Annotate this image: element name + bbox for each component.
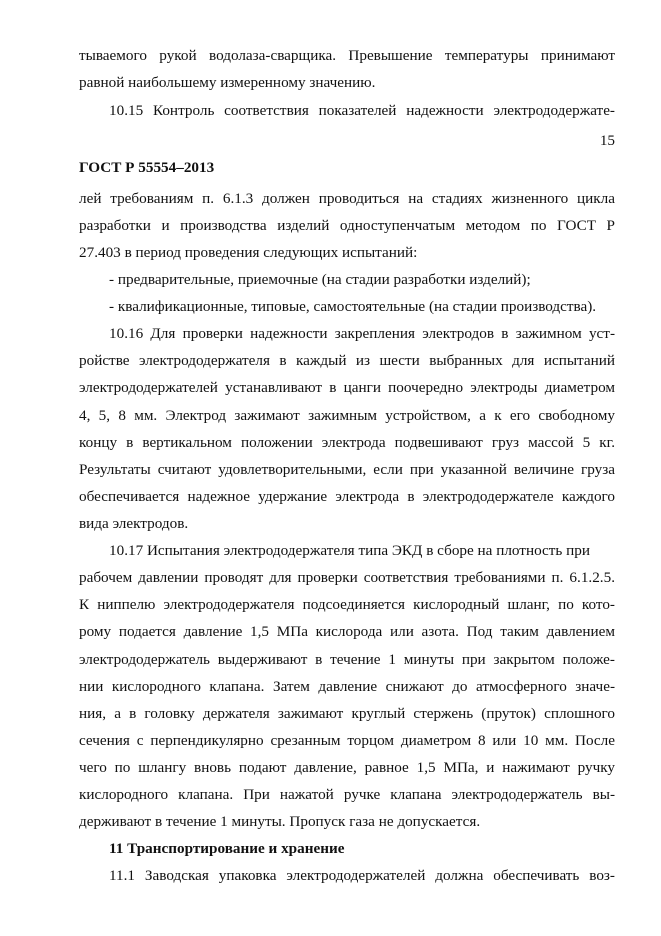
text-line: разработки и производства изделий одноступенчатым методом по ГОСТ Р [79, 217, 615, 234]
text-line: Результаты считают удовлетворительными, если при указанной величине груза [79, 461, 615, 478]
page-number: 15 [599, 132, 615, 149]
text-line: ния, а в головку держателя зажимают круглый стержень (пруток) сплошного [79, 705, 615, 722]
text-line: 11.1 Заводская упаковка электрододержателей должна обеспечивать воз- [109, 867, 615, 884]
text-line: кислородного клапана. При нажатой ручке клапана электрододержатель вы- [79, 786, 615, 803]
text-line: ройстве электрододержателя в каждый из шести выбранных для испытаний [79, 352, 615, 369]
text-line: 10.15 Контроль соответствия показателей надежности электрододержате- [109, 102, 615, 119]
list-item: - предварительные, приемочные (на стадии разработки изделий); [109, 271, 531, 288]
text-line: сечения с перпендикулярно срезанным торцом диаметром 8 или 10 мм. После [79, 732, 615, 749]
text-line: 10.17 Испытания электрододержателя типа ЭКД в сборе на плотность при [109, 542, 590, 559]
text-line: равной наибольшему измеренному значению. [79, 74, 376, 91]
text-line: 10.16 Для проверки надежности закрепления электродов в зажимном уст- [109, 325, 615, 342]
text-line: обеспечивается надежное удержание электрода в электрододержателе каждого [79, 488, 615, 505]
list-item: - квалификационные, типовые, самостоятельные (на стадии производства). [109, 298, 597, 315]
text-line: 4, 5, 8 мм. Электрод зажимают зажимным устройством, а к его свободному [79, 407, 615, 424]
text-line: тываемого рукой водолаза-сварщика. Превышение температуры принимают [79, 47, 615, 64]
text-line: рому подается давление 1,5 МПа кислорода или азота. Под таким давлением [79, 623, 615, 640]
section-heading: 11 Транспортирование и хранение [109, 840, 345, 857]
text-line: концу в вертикальном положении электрода подвешивают груз массой 5 кг. [79, 434, 615, 451]
text-line: электрододержателей устанавливают в цанги поочередно электроды диаметром [79, 379, 615, 396]
text-line: электрододержатель выдерживают в течение 1 минуты при закрытом положе- [79, 651, 615, 668]
text-line: нии кислородного клапана. Затем давление снижают до атмосферного значе- [79, 678, 615, 695]
document-header: ГОСТ Р 55554–2013 [79, 159, 215, 176]
text-line: 27.403 в период проведения следующих испытаний: [79, 244, 418, 261]
text-line: держивают в течение 1 минуты. Пропуск газа не допускается. [79, 813, 481, 830]
text-line: вида электродов. [79, 515, 189, 532]
text-line: К ниппелю электрододержателя подсоединяется кислородный шланг, по кото- [79, 596, 615, 613]
text-line: рабочем давлении проводят для проверки соответствия требованиями п. 6.1.2.5. [79, 569, 615, 586]
text-line: чего по шлангу вновь подают давление, равное 1,5 МПа, и нажимают ручку [79, 759, 615, 776]
text-line: лей требованиям п. 6.1.3 должен проводиться на стадиях жизненного цикла [79, 190, 615, 207]
